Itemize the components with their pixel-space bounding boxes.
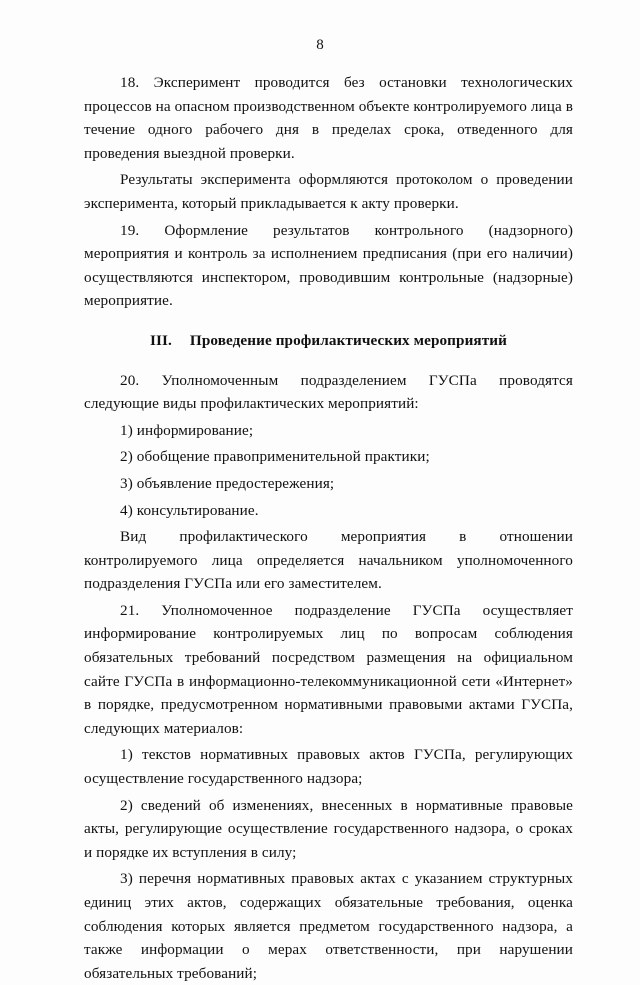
section-number: III. [149, 331, 172, 349]
list-item: 3) объявление предостережения; [120, 474, 335, 492]
page-content [84, 71, 573, 985]
list-item: 1) информирование; [120, 421, 254, 439]
material-item: 2) сведений об изменениях, внесенных в нормативные правовые акты, регулирующие осуществление государственного надзора, о сроках и порядке их вступления в силу; [84, 796, 573, 861]
paragraph-20-type: Вид профилактического мероприятия в отношении контролируемого лица определяется начальником уполномоченного подразделения ГУСПа или его заместителем. [84, 528, 573, 593]
material-item: 1) текстов нормативных правовых актов ГУСПа, регулирующих осуществление государственного надзора; [84, 746, 573, 788]
section-heading [84, 329, 573, 353]
paragraph-21: 21. Уполномоченное подразделение ГУСПа осуществляет информирование контролируемых лиц по вопросам соблюдения обязательных требований посредством размещения на официальном сайте ГУСПа в информационно-телекоммуникационной сети «Интернет» в порядке, предусмотренном нормативными правовыми актами ГУСПа, следующих материалов: [84, 601, 573, 737]
paragraph-20: 20. Уполномоченным подразделением ГУСПа проводятся следующие виды профилактических мероприятий: [84, 371, 573, 413]
section-title: Проведение профилактических мероприятий [189, 331, 508, 349]
list-item: 4) консультирование. [120, 501, 259, 519]
paragraph-19: 19. Оформление результатов контрольного (надзорного) мероприятия и контроль за исполнением предписания (при его наличии) осуществляются инспектором, проводившим контрольные (надзорные) мероприятие. [84, 221, 573, 310]
paragraph-18-results: Результаты эксперимента оформляются протоколом о проведении эксперимента, который прикладывается к акту проверки. [84, 171, 573, 212]
material-item: 3) перечня нормативных правовых актах с указанием структурных единиц этих актов, содержащих обязательные требования, оценка соблюдения которых является предметом государственного надзора, а также информации о мерах ответственности, при нарушении обязательных требований; [84, 870, 573, 982]
page-number: 8 [316, 37, 324, 53]
list-item: 2) обобщение правоприменительной практики; [120, 448, 430, 466]
paragraph-18: 18. Эксперимент проводится без остановки технологических процессов на опасном производственном объекте контролируемого лица в течение одного рабочего дня в пределах срока, отведенного для проведения выездной проверки. [84, 74, 573, 162]
